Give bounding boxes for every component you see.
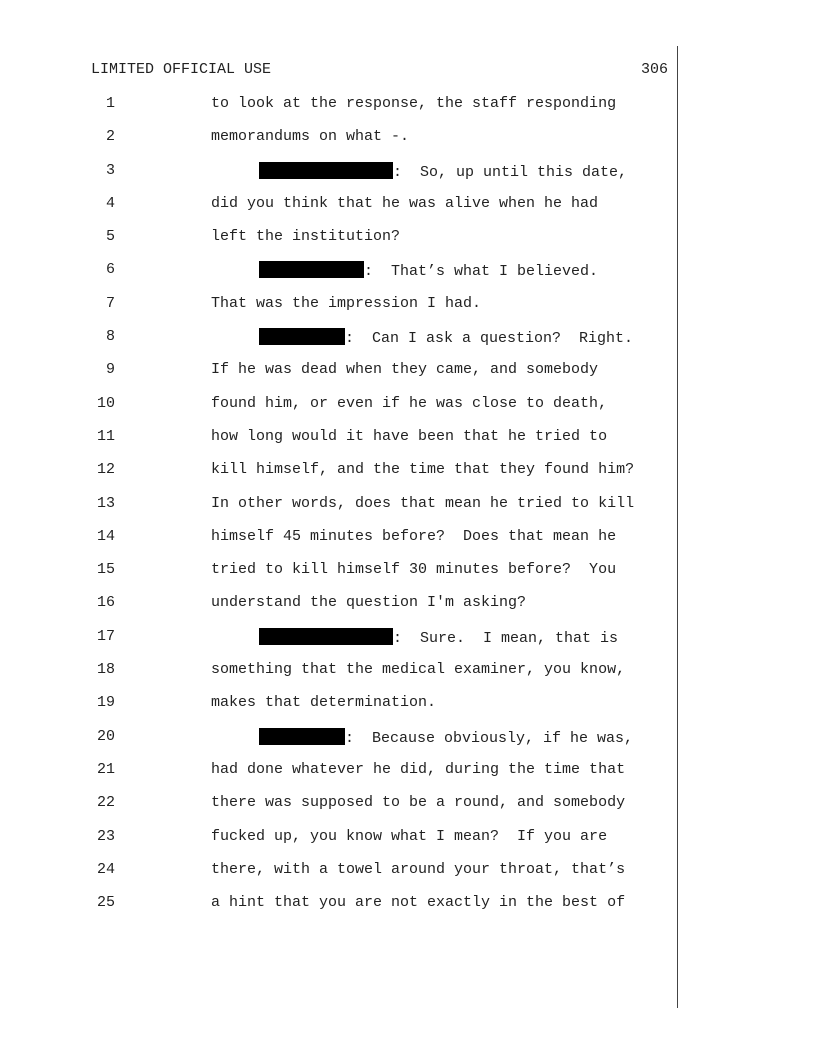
line-number: 22 <box>96 794 115 812</box>
line-text: there, with a towel around your throat, that’s <box>211 860 626 878</box>
redacted-speaker-name <box>259 328 345 345</box>
transcript-line <box>0 295 816 328</box>
line-text: how long would it have been that he tried to <box>211 427 608 445</box>
transcript-body <box>0 95 816 927</box>
speaker-line <box>259 162 627 181</box>
line-text: himself 45 minutes before? Does that mean he <box>211 527 617 545</box>
transcript-line <box>0 694 816 727</box>
line-text: tried to kill himself 30 minutes before? You <box>211 561 617 579</box>
transcript-line <box>0 261 816 294</box>
line-number: 9 <box>105 361 115 379</box>
line-text: there was supposed to be a round, and somebody <box>211 794 626 812</box>
line-number: 8 <box>105 328 115 346</box>
transcript-line <box>0 828 816 861</box>
transcript-line <box>0 894 816 927</box>
redacted-speaker-name <box>259 628 393 645</box>
speaker-line <box>259 328 633 347</box>
line-number: 3 <box>105 161 115 179</box>
line-number: 1 <box>105 95 115 112</box>
line-number: 6 <box>105 261 115 279</box>
speaker-line <box>259 728 633 747</box>
line-number: 13 <box>96 494 115 512</box>
line-text: That was the impression I had. <box>211 294 482 312</box>
line-text: : Because obviously, if he was, <box>345 729 634 747</box>
line-number: 19 <box>96 694 115 712</box>
line-text: fucked up, you know what I mean? If you are <box>211 827 608 845</box>
transcript-line <box>0 761 816 794</box>
speaker-line <box>259 628 618 647</box>
transcript-line <box>0 128 816 161</box>
line-text: In other words, does that mean he tried to kill <box>211 494 635 512</box>
line-text: something that the medical examiner, you know, <box>211 661 626 679</box>
transcript-line <box>0 328 816 361</box>
line-number: 7 <box>105 294 115 312</box>
line-number: 12 <box>96 461 115 479</box>
line-text: did you think that he was alive when he had <box>211 194 599 212</box>
transcript-line <box>0 528 816 561</box>
page-header-classification: LIMITED OFFICIAL USE <box>91 61 272 78</box>
transcript-line <box>0 361 816 394</box>
line-text: : So, up until this date, <box>393 163 628 181</box>
transcript-line <box>0 162 816 195</box>
line-text: : Can I ask a question? Right. <box>345 330 634 348</box>
line-text: makes that determination. <box>211 694 437 712</box>
line-text: memorandums on what -. <box>211 128 410 146</box>
line-number: 20 <box>96 727 115 745</box>
line-number: 18 <box>96 661 115 679</box>
transcript-line <box>0 228 816 261</box>
speaker-line <box>259 261 598 280</box>
line-number: 23 <box>96 827 115 845</box>
line-text: understand the question I'm asking? <box>211 594 527 612</box>
transcript-line <box>0 861 816 894</box>
transcript-line <box>0 428 816 461</box>
line-number: 11 <box>96 427 115 445</box>
transcript-line <box>0 395 816 428</box>
line-text: had done whatever he did, during the time that <box>211 760 626 778</box>
line-number: 25 <box>96 894 115 912</box>
page-number: 306 <box>640 61 668 78</box>
line-number: 17 <box>96 627 115 645</box>
redacted-speaker-name <box>259 728 345 745</box>
transcript-line <box>0 561 816 594</box>
transcript-line <box>0 594 816 627</box>
transcript-line <box>0 195 816 228</box>
line-number: 2 <box>105 128 115 146</box>
redacted-speaker-name <box>259 162 393 179</box>
line-text: left the institution? <box>211 228 401 246</box>
line-number: 21 <box>96 760 115 778</box>
transcript-line <box>0 794 816 827</box>
line-number: 15 <box>96 561 115 579</box>
transcript-line <box>0 495 816 528</box>
redacted-speaker-name <box>259 261 364 278</box>
line-text: kill himself, and the time that they found him? <box>211 461 635 479</box>
line-text: : That’s what I believed. <box>364 263 599 281</box>
transcript-line <box>0 461 816 494</box>
line-number: 16 <box>96 594 115 612</box>
transcript-line <box>0 728 816 761</box>
line-text: found him, or even if he was close to death, <box>211 394 608 412</box>
transcript-line <box>0 628 816 661</box>
transcript-line <box>0 661 816 694</box>
transcript-line <box>0 95 816 128</box>
line-text: a hint that you are not exactly in the best of <box>211 894 626 912</box>
line-text: to look at the response, the staff responding <box>211 95 617 112</box>
line-text: : Sure. I mean, that is <box>393 629 619 647</box>
line-number: 10 <box>96 394 115 412</box>
line-text: If he was dead when they came, and somebody <box>211 361 599 379</box>
line-number: 5 <box>105 228 115 246</box>
line-number: 4 <box>105 194 115 212</box>
line-number: 14 <box>96 527 115 545</box>
line-number: 24 <box>96 860 115 878</box>
